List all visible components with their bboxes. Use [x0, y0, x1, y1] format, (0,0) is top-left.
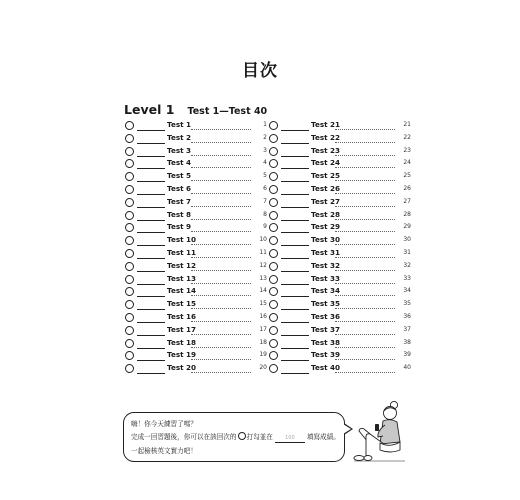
- check-circle-icon: [125, 287, 134, 296]
- check-circle-icon: [269, 275, 278, 284]
- test-name: Test 5: [167, 171, 192, 181]
- score-blank: [281, 348, 309, 349]
- test-name: Test 4: [167, 158, 192, 168]
- toc-row: [269, 158, 411, 171]
- page-number: 36: [403, 312, 411, 320]
- toc-row: [269, 197, 411, 210]
- score-blank: [281, 232, 309, 233]
- check-circle-icon: [125, 364, 134, 373]
- dot-leader: [335, 359, 395, 360]
- check-circle-icon: [269, 134, 278, 143]
- toc-row: [269, 363, 411, 376]
- score-blank: [281, 220, 309, 221]
- page-number: 10: [259, 236, 267, 244]
- dot-leader: [335, 295, 395, 296]
- bubble-line-2: [131, 431, 340, 443]
- page-number: 2: [263, 133, 267, 141]
- dot-leader: [191, 206, 251, 207]
- score-blank: [281, 143, 309, 144]
- test-name: Test 22: [311, 132, 341, 142]
- test-name: Test 28: [311, 209, 341, 219]
- page-number: 14: [259, 287, 267, 295]
- check-circle-icon: [269, 159, 278, 168]
- page-number: 4: [263, 159, 267, 167]
- dot-leader: [335, 180, 395, 181]
- check-circle-icon: [125, 198, 134, 207]
- score-blank: [281, 296, 309, 297]
- check-circle-icon: [125, 223, 134, 232]
- dot-leader: [335, 129, 395, 130]
- test-name: Test 20: [167, 363, 197, 373]
- score-blank: [137, 220, 165, 221]
- check-circle-icon: [269, 211, 278, 220]
- score-blank: [137, 322, 165, 323]
- check-circle-icon: [269, 236, 278, 245]
- test-name: Test 33: [311, 273, 341, 283]
- score-blank: [281, 335, 309, 336]
- toc-row: [125, 222, 267, 235]
- score-blank: [137, 296, 165, 297]
- dot-leader: [191, 372, 251, 373]
- test-name: Test 16: [167, 311, 197, 321]
- page-number: 17: [259, 325, 267, 333]
- dot-leader: [191, 359, 251, 360]
- toc-row: [125, 235, 267, 248]
- test-name: Test 11: [167, 247, 197, 257]
- page-number: 35: [403, 300, 411, 308]
- dot-leader: [191, 244, 251, 245]
- page-number: 21: [403, 121, 411, 128]
- score-blank: [137, 143, 165, 144]
- toc-row: [125, 286, 267, 299]
- test-name: Test 18: [167, 337, 197, 347]
- dot-leader: [191, 167, 251, 168]
- dot-leader: [191, 257, 251, 258]
- dot-leader: [191, 321, 251, 322]
- score-blank: [281, 194, 309, 195]
- score-blank: [137, 348, 165, 349]
- dot-leader: [191, 155, 251, 156]
- score-blank: [137, 309, 165, 310]
- dot-leader: [335, 206, 395, 207]
- score-blank-example: 100: [275, 435, 305, 443]
- toc-row: [125, 299, 267, 312]
- page-number: 6: [263, 184, 267, 192]
- test-name: Test 17: [167, 324, 197, 334]
- toc-row: [269, 248, 411, 261]
- page-number: 24: [403, 159, 411, 167]
- score-blank: [137, 181, 165, 182]
- dot-leader: [191, 270, 251, 271]
- score-blank: [281, 284, 309, 285]
- dot-leader: [191, 129, 251, 130]
- dot-leader: [191, 347, 251, 348]
- toc-row: [125, 197, 267, 210]
- bubble-line-3: 一起檢核英文實力吧！: [131, 447, 197, 455]
- test-name: Test 37: [311, 324, 341, 334]
- page-number: 9: [263, 223, 267, 231]
- test-name: Test 3: [167, 145, 192, 155]
- score-blank: [137, 207, 165, 208]
- dot-leader: [191, 142, 251, 143]
- score-blank: [281, 207, 309, 208]
- dot-leader: [335, 219, 395, 220]
- toc-row: [125, 248, 267, 261]
- page-number: 15: [259, 300, 267, 308]
- toc-row: [269, 312, 411, 325]
- toc-row: [269, 120, 411, 133]
- check-circle-icon: [125, 134, 134, 143]
- page-title: 目次: [242, 61, 278, 81]
- test-name: Test 31: [311, 247, 341, 257]
- score-blank: [281, 258, 309, 259]
- check-circle-icon: [125, 159, 134, 168]
- page-number: 32: [403, 261, 411, 269]
- score-blank: [137, 360, 165, 361]
- test-name: Test 30: [311, 235, 341, 245]
- toc-row: [125, 363, 267, 376]
- test-name: Test 9: [167, 222, 192, 232]
- dot-leader: [335, 283, 395, 284]
- score-blank: [281, 360, 309, 361]
- page-number: 7: [263, 197, 267, 205]
- check-circle-icon: [269, 172, 278, 181]
- toc-row: [269, 146, 411, 159]
- bubble-line-2-start: 完成一回習題後，你可以在該回次的: [131, 433, 237, 441]
- toc-row: [125, 338, 267, 351]
- page-number: 37: [403, 325, 411, 333]
- toc-row: [269, 299, 411, 312]
- level-name: Level 1: [124, 102, 175, 117]
- check-circle-icon: [269, 249, 278, 258]
- page-number: 16: [259, 312, 267, 320]
- check-circle-icon: [125, 236, 134, 245]
- toc-row: [269, 210, 411, 223]
- toc-row: [125, 350, 267, 363]
- dot-leader: [191, 219, 251, 220]
- score-blank: [137, 373, 165, 374]
- toc-row: [125, 325, 267, 338]
- toc-row: [269, 261, 411, 274]
- score-blank: [137, 168, 165, 169]
- toc-row: [269, 133, 411, 146]
- test-name: Test 12: [167, 260, 197, 270]
- test-name: Test 29: [311, 222, 341, 232]
- check-circle-icon: [269, 185, 278, 194]
- score-blank: [281, 168, 309, 169]
- score-blank: [137, 130, 165, 131]
- dot-leader: [335, 244, 395, 245]
- page-number: 31: [403, 248, 411, 256]
- toc-row: [269, 184, 411, 197]
- check-circle-icon: [125, 300, 134, 309]
- page-number: 25: [403, 172, 411, 180]
- page-number: 34: [403, 287, 411, 295]
- check-circle-icon: [269, 262, 278, 271]
- page-number: 23: [403, 146, 411, 154]
- page-number: 40: [403, 364, 411, 372]
- toc-row: [125, 274, 267, 287]
- test-name: Test 10: [167, 235, 197, 245]
- toc-row: [269, 338, 411, 351]
- check-circle-icon: [269, 364, 278, 373]
- test-name: Test 40: [311, 363, 341, 373]
- bubble-line-2-mid: 打勾並在: [246, 433, 273, 441]
- score-blank: [281, 245, 309, 246]
- score-blank: [137, 271, 165, 272]
- check-circle-icon: [269, 147, 278, 156]
- check-circle-icon: [269, 121, 278, 130]
- score-blank: [137, 156, 165, 157]
- test-name: Test 23: [311, 145, 341, 155]
- toc-row: [125, 184, 267, 197]
- level-heading: [124, 99, 267, 118]
- check-circle-icon: [269, 198, 278, 207]
- test-name: Test 19: [167, 350, 197, 360]
- dot-leader: [191, 180, 251, 181]
- test-name: Test 13: [167, 273, 197, 283]
- score-blank: [137, 232, 165, 233]
- test-name: Test 1: [167, 120, 192, 129]
- page-number: 22: [403, 133, 411, 141]
- test-name: Test 8: [167, 209, 192, 219]
- page-number: 38: [403, 338, 411, 346]
- check-circle-icon: [125, 313, 134, 322]
- page-number: 19: [259, 351, 267, 359]
- score-blank: [281, 373, 309, 374]
- dot-leader: [191, 308, 251, 309]
- score-blank: [137, 258, 165, 259]
- dot-leader: [191, 295, 251, 296]
- checkbox-circle-icon: [238, 432, 246, 440]
- dot-leader: [335, 372, 395, 373]
- score-blank: [281, 271, 309, 272]
- page-number: 11: [259, 248, 267, 256]
- page-number: 1: [263, 121, 267, 128]
- check-circle-icon: [125, 351, 134, 360]
- test-name: Test 21: [311, 120, 341, 129]
- test-name: Test 26: [311, 183, 341, 193]
- test-name: Test 27: [311, 196, 341, 206]
- check-circle-icon: [125, 275, 134, 284]
- toc-row: [269, 235, 411, 248]
- score-blank: [281, 322, 309, 323]
- score-blank: [137, 245, 165, 246]
- test-name: Test 35: [311, 299, 341, 309]
- dot-leader: [335, 308, 395, 309]
- toc-row: [125, 210, 267, 223]
- check-circle-icon: [125, 326, 134, 335]
- page-number: 27: [403, 197, 411, 205]
- test-name: Test 39: [311, 350, 341, 360]
- toc-row: [125, 120, 267, 133]
- check-circle-icon: [125, 211, 134, 220]
- check-circle-icon: [125, 249, 134, 258]
- reading-girl-illustration: [350, 400, 410, 466]
- test-name: Test 7: [167, 196, 192, 206]
- check-circle-icon: [125, 121, 134, 130]
- toc-row: [125, 261, 267, 274]
- test-name: Test 24: [311, 158, 341, 168]
- toc-column-left: [125, 120, 267, 376]
- check-circle-icon: [125, 172, 134, 181]
- test-name: Test 25: [311, 171, 341, 181]
- test-name: Test 34: [311, 286, 341, 296]
- page-number: 13: [259, 274, 267, 282]
- check-circle-icon: [269, 351, 278, 360]
- toc-row: [269, 222, 411, 235]
- check-circle-icon: [269, 287, 278, 296]
- dot-leader: [335, 270, 395, 271]
- dot-leader: [191, 283, 251, 284]
- dot-leader: [191, 231, 251, 232]
- toc-row: [125, 158, 267, 171]
- page-number: 20: [259, 364, 267, 372]
- bubble-line-2-end: 填寫成績。: [306, 433, 340, 441]
- page-number: 26: [403, 184, 411, 192]
- page-number: 5: [263, 172, 267, 180]
- score-blank: [281, 156, 309, 157]
- toc-row: [269, 286, 411, 299]
- toc-row: [269, 171, 411, 184]
- check-circle-icon: [269, 300, 278, 309]
- page-number: 33: [403, 274, 411, 282]
- page-number: 8: [263, 210, 267, 218]
- score-blank: [137, 284, 165, 285]
- dot-leader: [335, 167, 395, 168]
- score-blank: [137, 335, 165, 336]
- toc-row: [125, 171, 267, 184]
- check-circle-icon: [269, 223, 278, 232]
- dot-leader: [335, 321, 395, 322]
- test-name: Test 32: [311, 260, 341, 270]
- check-circle-icon: [125, 339, 134, 348]
- score-blank: [281, 130, 309, 131]
- score-blank: [137, 194, 165, 195]
- dot-leader: [335, 155, 395, 156]
- test-name: Test 2: [167, 132, 192, 142]
- test-name: Test 15: [167, 299, 197, 309]
- dot-leader: [335, 257, 395, 258]
- test-name: Test 6: [167, 183, 192, 193]
- toc-row: [125, 146, 267, 159]
- dot-leader: [335, 334, 395, 335]
- check-circle-icon: [269, 313, 278, 322]
- toc-row: [269, 325, 411, 338]
- dot-leader: [335, 347, 395, 348]
- dot-leader: [191, 334, 251, 335]
- score-blank: [281, 309, 309, 310]
- check-circle-icon: [269, 339, 278, 348]
- test-name: Test 14: [167, 286, 197, 296]
- page-number: 28: [403, 210, 411, 218]
- toc-row: [125, 133, 267, 146]
- dot-leader: [335, 142, 395, 143]
- dot-leader: [335, 231, 395, 232]
- page-number: 29: [403, 223, 411, 231]
- check-circle-icon: [125, 262, 134, 271]
- check-circle-icon: [269, 326, 278, 335]
- dot-leader: [335, 193, 395, 194]
- test-name: Test 36: [311, 311, 341, 321]
- test-name: Test 38: [311, 337, 341, 347]
- check-circle-icon: [125, 147, 134, 156]
- toc-column-right: [269, 120, 411, 376]
- toc-row: [269, 350, 411, 363]
- page-number: 39: [403, 351, 411, 359]
- page-number: 3: [263, 146, 267, 154]
- level-range: Test 1—Test 40: [187, 106, 268, 117]
- page-number: 18: [259, 338, 267, 346]
- check-circle-icon: [125, 185, 134, 194]
- score-blank: [281, 181, 309, 182]
- bubble-line-1: 嗨！你今天練習了嗎？: [131, 420, 197, 428]
- page-number: 30: [403, 236, 411, 244]
- dot-leader: [191, 193, 251, 194]
- page-number: 12: [259, 261, 267, 269]
- toc-row: [125, 312, 267, 325]
- toc-row: [269, 274, 411, 287]
